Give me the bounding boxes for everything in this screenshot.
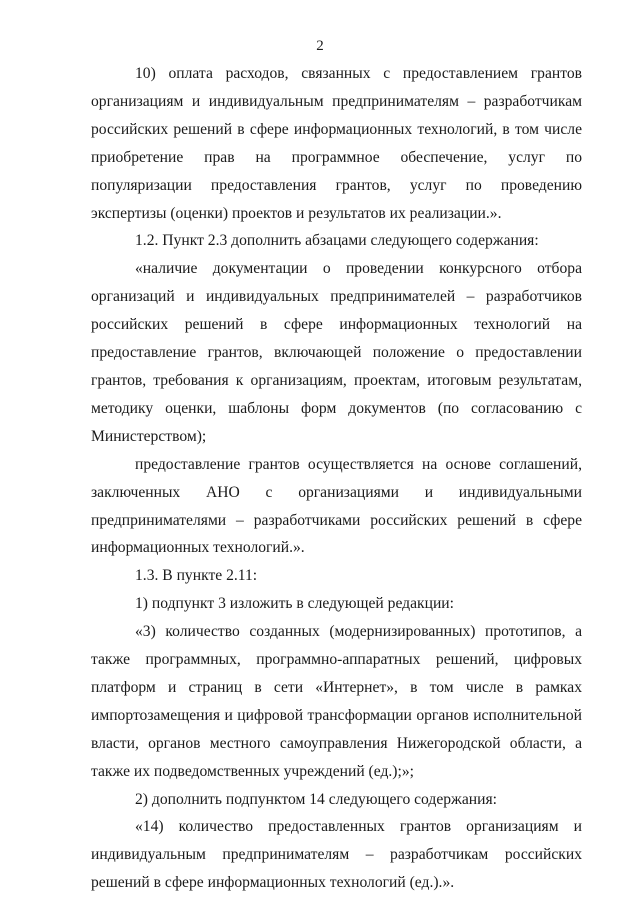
paragraph-documentation-requirement: «наличие документации о проведении конкурсного отбора организаций и индивидуальных предпринимателей – разработчиков российских решений в сфере информационных технологий на предоставление грантов, включающей положение о предоставлении грантов, требования к организациям, проектам, итоговым результатам, методику оценки, шаблоны форм документов (по согласованию с Министерством); <box>91 260 582 445</box>
paragraph-subclause-3-text: «3) количество созданных (модернизированных) прототипов, а также программных, программно-аппаратных решений, цифровых платформ и страниц в сети «Интернет», в том числе в рамках импортозамещения и цифровой трансформации органов исполнительной власти, органов местного самоуправления Нижегородской области, а также их подведомственных учреждений (ед.);»; <box>91 623 582 780</box>
paragraph-subclause-14-text: «14) количество предоставленных грантов организациям и индивидуальным предпринимателям – разработчикам российских решений в сфере информационных технологий (ед.).». <box>91 818 582 892</box>
paragraph-clause-1-2: 1.2. Пункт 2.3 дополнить абзацами следующего содержания: <box>135 232 539 250</box>
paragraph-item-10: 10) оплата расходов, связанных с предоставлением грантов организациям и индивидуальным предпринимателям – разработчикам российских решений в сфере информационных технологий, в том числе приобретение прав на программное обеспечение, услуг по популяризации предоставления грантов, услуг по проведению экспертизы (оценки) проектов и результатов их реализации.». <box>91 65 582 222</box>
page-number: 2 <box>316 38 324 54</box>
paragraph-clause-1-3: 1.3. В пункте 2.11: <box>135 567 258 585</box>
document-body <box>91 60 582 897</box>
paragraph-grant-agreements: предоставление грантов осуществляется на основе соглашений, заключенных АНО с организациями и индивидуальными предпринимателями – разработчиками российских решений в сфере информационных технологий.». <box>91 455 582 557</box>
paragraph-subclause-14-intro: 2) дополнить подпунктом 14 следующего содержания: <box>135 790 497 808</box>
paragraph-subclause-3-intro: 1) подпункт 3 изложить в следующей редакции: <box>135 595 454 613</box>
